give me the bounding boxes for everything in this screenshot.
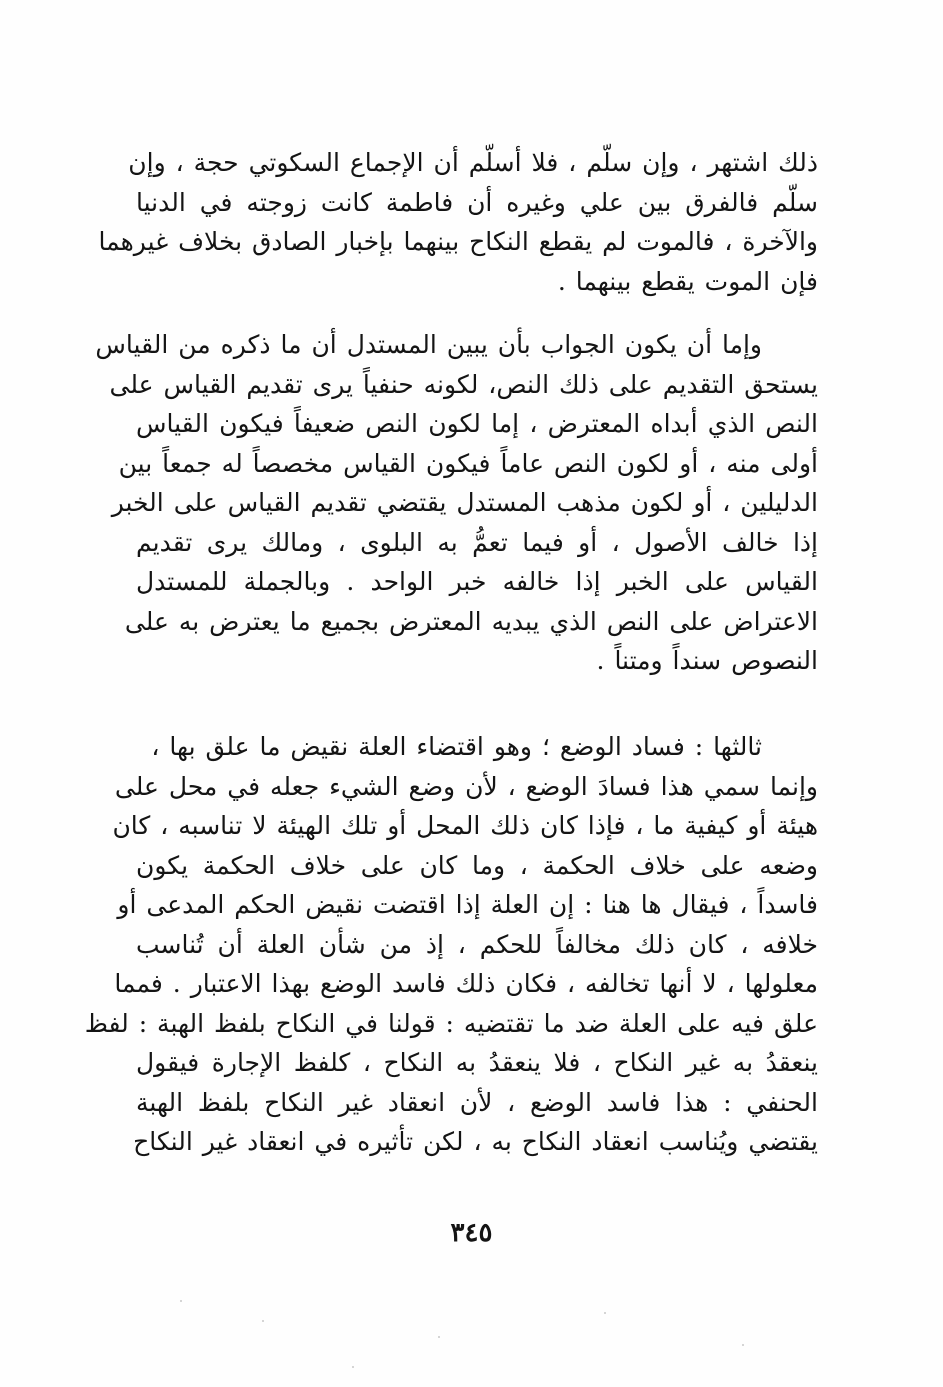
text-line: الحنفي : هذا فاسد الوضع ، لأن انعقاد غير النكاح بلفظ الهبة — [136, 1087, 818, 1117]
text-line: الاعتراض على النص الذي يبديه المعترض بجميع ما يعترض به على — [124, 606, 818, 636]
text-line: النص الذي أبداه المعترض ، إما لكون النص ضعيفاً فيكون القياس — [136, 409, 818, 438]
text-line: وإنما سمي هذا فسادَ الوضع ، لأن وضع الشيء جعله في محل على — [114, 771, 818, 801]
text-line: معلولها ، لا أنها تخالفه ، فكان ذلك فاسد الوضع بهذا الاعتبار . فمما — [114, 969, 818, 998]
text-line: ثالثها : فساد الوضع ؛ وهو اقتضاء العلة نقيض ما علق بها ، — [151, 732, 762, 761]
paragraph-1 — [98, 143, 818, 301]
text-line: إذا خالف الأصول ، أو فيما تعمُّ به البلوى ، ومالك يرى تقديم — [136, 527, 818, 557]
text-line: والآخرة ، فالموت لم يقطع النكاح بينهما بإخبار الصادق بخلاف غيرهما — [98, 227, 818, 256]
scan-speck — [352, 1366, 354, 1368]
text-line: القياس على الخبر إذا خالفه خبر الواحد . وبالجملة للمستدل — [136, 567, 818, 596]
text-line: سلّم فالفرق بين علي وغيره أن فاطمة كانت زوجته في الدنيا — [136, 187, 818, 217]
text-line: النصوص سنداً ومتناً . — [596, 646, 818, 675]
scan-speck — [742, 1344, 744, 1346]
text-line: فإن الموت يقطع بينهما . — [557, 266, 818, 296]
scan-speck — [180, 1300, 182, 1302]
text-line: خلافه ، كان ذلك مخالفاً للحكم ، إذ من شأن العلة أن تُناسب — [136, 929, 818, 959]
text-line: الدليلين ، أو لكون مذهب المستدل يقتضي تقديم القياس على الخبر — [111, 488, 818, 517]
paragraph-3 — [84, 727, 818, 1162]
text-line: ذلك اشتهر ، وإن سلّم ، فلا أسلّم أن الإجماع السكوتي حجة ، وإن — [128, 148, 818, 177]
text-line: يستحق التقديم على ذلك النص، لكونه حنفياً يرى تقديم القياس على — [109, 369, 818, 399]
text-line: فاسداً ، فيقال ها هنا : إن العلة إذا اقتضت نقيض الحكم المدعى أو — [117, 890, 818, 919]
text-line: وضعه على خلاف الحكمة ، وما كان على خلاف الحكمة يكون — [136, 850, 818, 880]
text-line: علق فيه على العلة ضد ما تقتضيه : قولنا في النكاح بلفظ الهبة : لفظ — [84, 1008, 818, 1038]
text-line: ينعقدُ به غير النكاح ، فلا ينعقدُ به النكاح ، كلفظ الإجارة فيقول — [136, 1048, 818, 1077]
scan-speck — [438, 1336, 440, 1338]
scan-speck — [604, 1312, 606, 1314]
paragraph-2 — [95, 325, 818, 681]
text-line: أولى منه ، أو لكون النص عاماً فيكون القياس مخصصاً له جمعاً بين — [118, 448, 818, 478]
text-line: هيئة أو كيفية ما ، فإذا كان ذلك المحل أو تلك الهيئة لا تناسبه ، كان — [112, 811, 818, 840]
page-number: ٣٤٥ — [450, 1218, 493, 1248]
text-line: يقتضي ويُناسب انعقاد النكاح به ، لكن تأثيره في انعقاد غير النكاح — [133, 1127, 818, 1156]
scan-speck — [262, 1320, 264, 1322]
text-line: وإما أن يكون الجواب بأن يبين المستدل أن ما ذكره من القياس — [95, 330, 762, 359]
